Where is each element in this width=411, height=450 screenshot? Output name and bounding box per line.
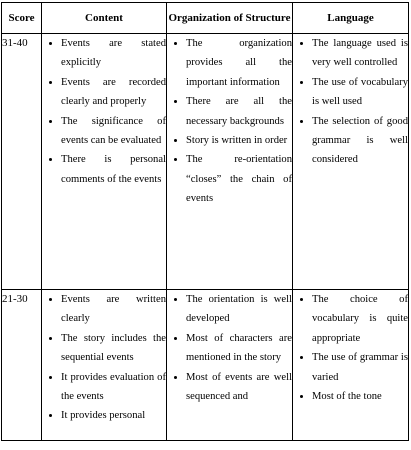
rubric-table: [1, 2, 409, 441]
list-item: • The significance of events can be evaluated: [61, 112, 166, 151]
content-cell: [42, 290, 167, 441]
score-cell: 31-40: [2, 34, 42, 290]
list-item: • Most of events are well sequenced and: [186, 368, 292, 407]
list-item: • There are all the necessary backgrounds: [186, 92, 292, 131]
list-item: • Events are stated explicitly: [61, 34, 166, 73]
header-score: Score: [2, 3, 42, 34]
list-item: • The language used is very well controlled: [312, 34, 408, 73]
list-item: • The orientation is well developed: [186, 290, 292, 329]
list-item: • The re-orientation “closes” the chain of events: [186, 150, 292, 208]
list-item: • It provides evaluation of the events: [61, 368, 166, 407]
criteria-list: [167, 290, 292, 406]
organization-cell: [167, 34, 293, 290]
criteria-list: [42, 290, 166, 426]
list-item: • It provides personal: [61, 406, 166, 425]
list-item: • The choice of vocabulary is quite appropriate: [312, 290, 408, 348]
list-item: • Events are written clearly: [61, 290, 166, 329]
list-item: • Events are recorded clearly and properly: [61, 73, 166, 112]
header-content: Content: [42, 3, 167, 34]
list-item: • Most of the tone: [312, 387, 408, 406]
list-item: • The use of vocabulary is well used: [312, 73, 408, 112]
language-cell: [293, 34, 409, 290]
list-item: • There is personal comments of the events: [61, 150, 166, 189]
criteria-list: [167, 34, 292, 209]
list-item: • The selection of good grammar is well considered: [312, 112, 408, 170]
table-row: [2, 290, 409, 441]
list-item: • The organization provides all the important information: [186, 34, 292, 92]
table-row: [2, 34, 409, 290]
list-item: • The use of grammar is varied: [312, 348, 408, 387]
criteria-list: [293, 290, 408, 406]
header-organization: Organization of Structure: [167, 3, 293, 34]
header-language: Language: [293, 3, 409, 34]
language-cell: [293, 290, 409, 441]
criteria-list: [293, 34, 408, 170]
content-cell: [42, 34, 167, 290]
organization-cell: [167, 290, 293, 441]
list-item: • Most of characters are mentioned in the story: [186, 329, 292, 368]
header-row: [2, 3, 409, 34]
criteria-list: [42, 34, 166, 189]
list-item: • Story is written in order: [186, 131, 292, 150]
list-item: • The story includes the sequential events: [61, 329, 166, 368]
score-cell: 21-30: [2, 290, 42, 441]
